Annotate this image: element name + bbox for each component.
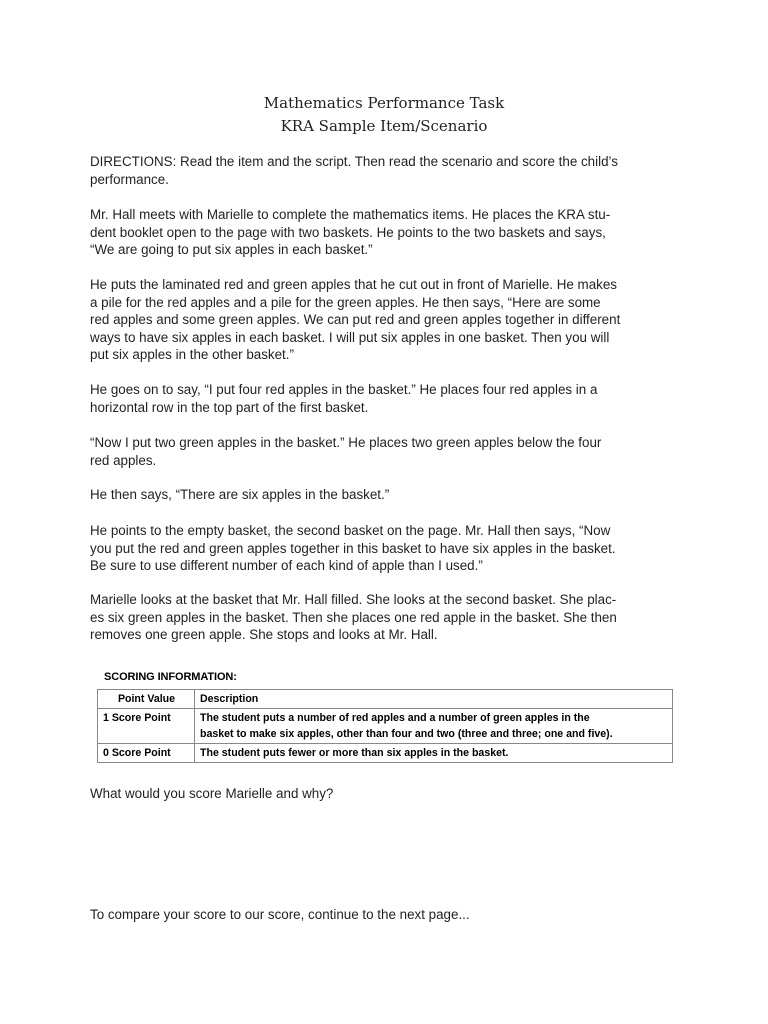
text-line: To compare your score to our score, continue to the next page... [90,907,470,922]
scenario-paragraph-5 [90,486,682,504]
description-line: The student puts a number of red apples and a number of green apples in the [200,712,590,724]
description-cell [195,744,673,763]
text-line: red apples. [90,452,157,468]
document-title: Mathematics Performance Task [263,94,505,112]
question-text [90,785,682,803]
table-row [98,709,673,744]
text-line: He points to the empty basket, the second basket on the page. Mr. Hall then says, “Now [90,523,611,538]
text-line: put six apples in the other basket.” [90,347,294,362]
description-cell [195,709,673,744]
text-line: red apples and some green apples. We can put red and green apples together in different [90,312,621,327]
document-subtitle: KRA Sample Item/Scenario [280,117,488,135]
scenario-paragraph-4 [90,434,682,469]
scoring-table [97,689,673,763]
text-line: Marielle looks at the basket that Mr. Hall filled. She looks at the second basket. She plac- [90,592,617,607]
directions-paragraph [90,153,682,188]
table-row [98,744,673,763]
text-line: ways to have six apples in each basket. I will put six apples in one basket. Then you will [90,329,610,345]
scenario-paragraph-6 [90,522,682,575]
scoring-title: SCORING INFORMATION: [104,671,237,683]
scenario-paragraph-3 [90,381,682,416]
text-line: What would you score Marielle and why? [90,786,334,801]
text-line: He goes on to say, “I put four red apples in the basket.” He places four red apples in a [90,382,598,397]
table-header-row [98,690,673,709]
text-line: performance. [90,171,169,187]
scenario-paragraph-1 [90,206,682,259]
text-line: dent booklet open to the page with two baskets. He points to the two baskets and says, [90,224,606,240]
text-line: removes one green apple. She stops and looks at Mr. Hall. [90,627,438,642]
text-line: “Now I put two green apples in the basket.” He places two green apples below the four [90,435,602,450]
text-line: DIRECTIONS: Read the item and the script. Then read the scenario and score the child’s [90,154,618,169]
scenario-paragraph-7 [90,591,682,644]
text-line: Be sure to use different number of each kind of apple than I used.” [90,558,483,573]
text-line: He puts the laminated red and green apples that he cut out in front of Marielle. He makes [90,277,618,292]
text-line: you put the red and green apples together in this basket to have six apples in the basket. [90,540,616,556]
point-cell: 1 Score Point [98,709,195,744]
scenario-paragraph-2 [90,276,682,364]
text-line: He then says, “There are six apples in the basket.” [90,487,390,502]
footer-text [90,906,682,924]
header-point-value: Point Value [98,690,195,709]
text-line: Mr. Hall meets with Marielle to complete the mathematics items. He places the KRA stu- [90,207,611,222]
header-description: Description [195,690,673,709]
description-line: The student puts fewer or more than six apples in the basket. [200,747,509,759]
text-line: horizontal row in the top part of the first basket. [90,399,369,415]
text-line: es six green apples in the basket. Then she places one red apple in the basket. She then [90,609,617,625]
description-line: basket to make six apples, other than four and two (three and three; one and five). [200,728,613,740]
text-line: a pile for the red apples and a pile for the green apples. He then says, “Here are some [90,294,601,310]
text-line: “We are going to put six apples in each basket.” [90,242,373,257]
point-cell: 0 Score Point [98,744,195,763]
